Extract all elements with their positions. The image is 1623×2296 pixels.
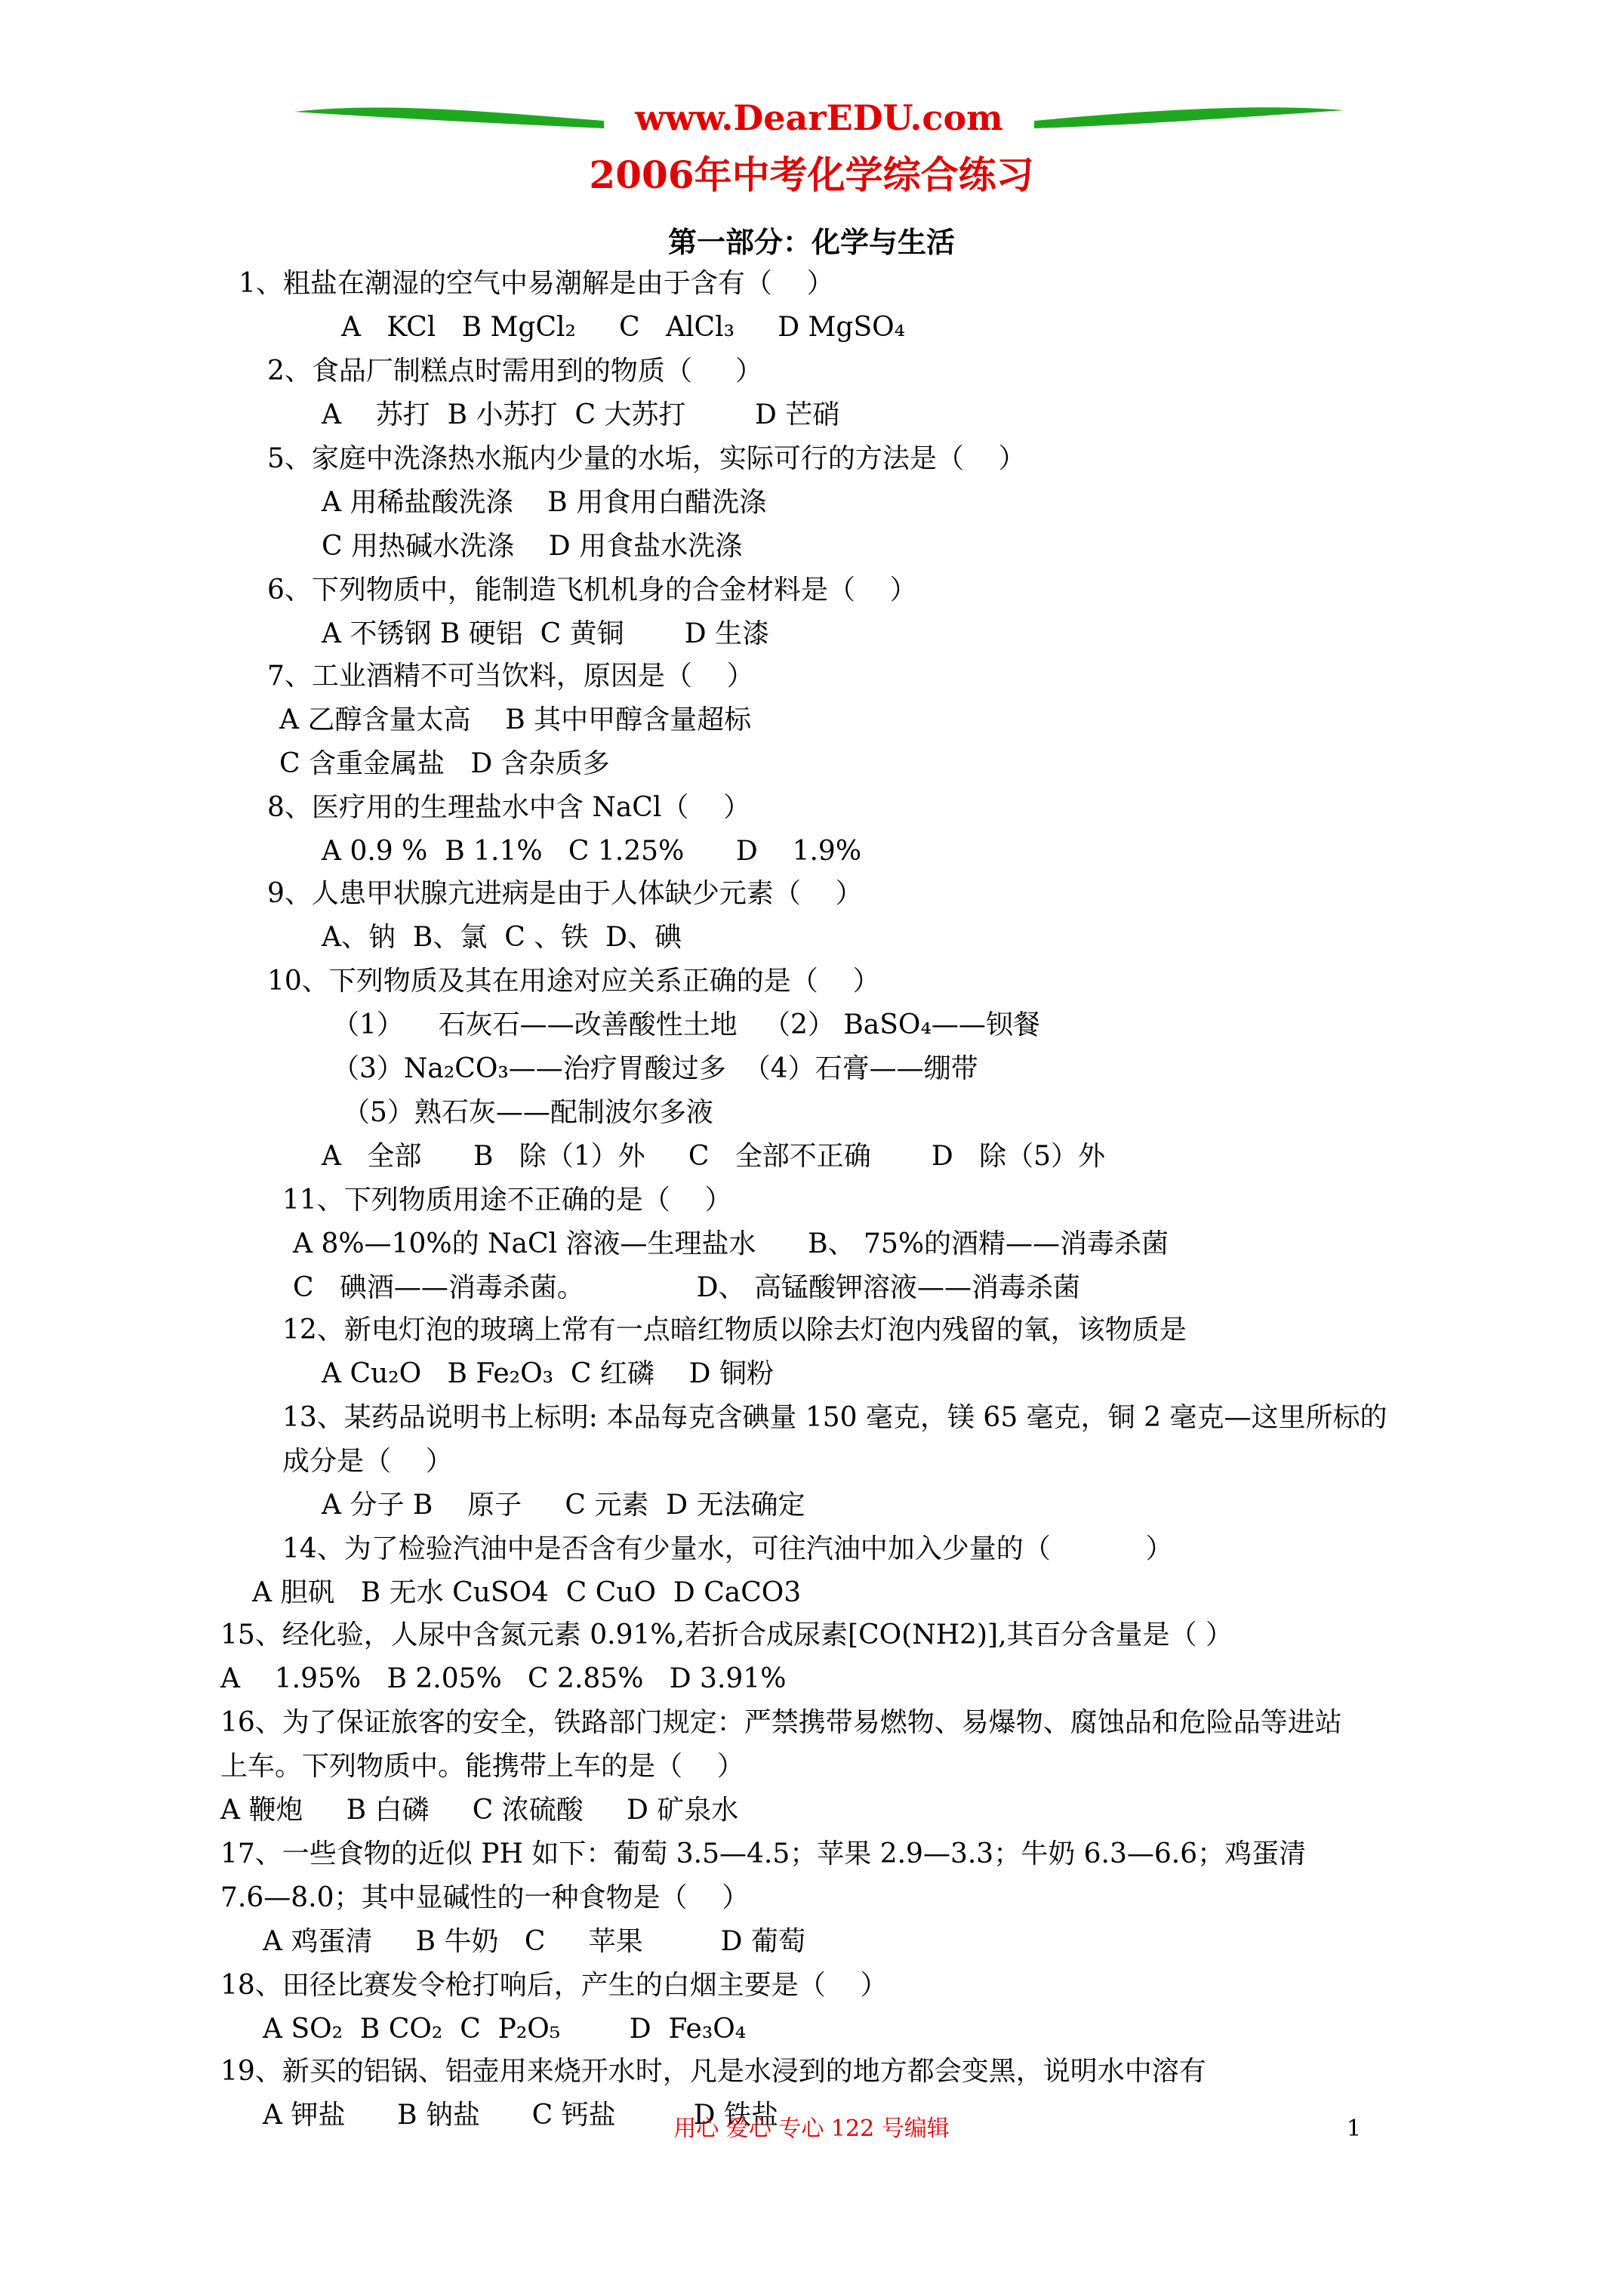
question-19: 19、新买的铝锅、铝壶用来烧开水时，凡是水浸到的地方都会变黑，说明水中溶有: [220, 2056, 1206, 2087]
options-6: A 不锈钢 B 硬铝 C 黄铜 D 生漆: [322, 618, 770, 649]
question-1: 1、粗盐在潮湿的空气中易潮解是由于含有（ ）: [239, 268, 834, 299]
options-17: A 鸡蛋清 B 牛奶 C 苹果 D 葡萄: [263, 1926, 805, 1957]
banner-graphic: [294, 91, 1344, 159]
item-10b: （3）Na₂CO₃——治疗胃酸过多 （4）石膏——绷带: [332, 1053, 978, 1084]
options-15: A 1.95% B 2.05% C 2.85% D 3.91%: [220, 1663, 787, 1694]
options-10: A 全部 B 除（1）外 C 全部不正确 D 除（5）外: [322, 1141, 1105, 1172]
options-18: A SO₂ B CO₂ C P₂O₅ D Fe₃O₄: [263, 2014, 747, 2045]
question-11: 11、下列物质用途不正确的是（ ）: [282, 1185, 732, 1216]
options-7a: A 乙醇含量太高 B 其中甲醇含量超标: [279, 704, 752, 735]
site-banner: [294, 91, 1344, 159]
options-9: A、钠 B、氯 C 、铁 D、碘: [322, 922, 682, 953]
options-5a: A 用稀盐酸洗涤 B 用食用白醋洗涤: [322, 487, 767, 518]
options-16: A 鞭炮 B 白磷 C 浓硫酸 D 矿泉水: [220, 1795, 739, 1826]
question-9: 9、人患甲状腺亢进病是由于人体缺少元素（ ）: [267, 878, 863, 909]
site-name: www.DearEDU.com: [635, 97, 1003, 138]
question-17: 17、一些食物的近似 PH 如下：葡萄 3.5—4.5；苹果 2.9—3.3；牛奶 6.3—6.6；鸡蛋清: [220, 1838, 1307, 1869]
question-16-cont: 上车。下列物质中。能携带上车的是（ ）: [220, 1751, 744, 1782]
question-2: 2、食品厂制糕点时需用到的物质（ ）: [267, 356, 763, 387]
options-2: A 苏打 B 小苏打 C 大苏打 D 芒硝: [322, 399, 840, 430]
options-11a: A 8%—10%的 NaCl 溶液—生理盐水 B、 75%的酒精——消毒杀菌: [293, 1228, 1169, 1259]
question-5: 5、家庭中洗涤热水瓶内少量的水垢，实际可行的方法是（ ）: [267, 443, 1026, 474]
question-16: 16、为了保证旅客的安全，铁路部门规定：严禁携带易燃物、易爆物、腐蚀品和危险品等进站: [220, 1707, 1342, 1738]
question-18: 18、田径比赛发令枪打响后，产生的白烟主要是（ ）: [220, 1970, 888, 2001]
banner-right-swoosh: [1034, 107, 1344, 128]
question-10: 10、下列物质及其在用途对应关系正确的是（ ）: [267, 966, 880, 997]
item-10c: （5）熟石灰——配制波尔多液: [343, 1097, 713, 1128]
question-8: 8、医疗用的生理盐水中含 NaCl（ ）: [267, 792, 751, 823]
question-13: 13、某药品说明书上标明: 本品每克含碘量 150 毫克，镁 65 毫克，铜 2 毫克—这里所标的: [282, 1402, 1387, 1433]
item-10a: （1） 石灰石——改善酸性土地 （2） BaSO₄——钡餐: [332, 1009, 1040, 1040]
options-7b: C 含重金属盐 D 含杂质多: [279, 748, 610, 779]
options-19: A 钾盐 B 钠盐 C 钙盐 D 铁盐: [263, 2100, 778, 2131]
options-12: A Cu₂O B Fe₂O₃ C 红磷 D 铜粉: [322, 1358, 774, 1389]
options-1: A KCl B MgCl₂ C AlCl₃ D MgSO₄: [341, 312, 906, 343]
question-14: 14、为了检验汽油中是否含有少量水，可往汽油中加入少量的（ ）: [282, 1533, 1173, 1564]
section-title: 第一部分：化学与生活: [667, 225, 955, 259]
question-13-cont: 成分是（ ）: [282, 1446, 453, 1477]
page-number: 1: [1347, 2116, 1362, 2142]
options-5b: C 用热碱水洗涤 D 用食盐水洗涤: [322, 531, 743, 562]
question-15: 15、经化验，人尿中含氮元素 0.91%,若折合成尿素[CO(NH2)],其百分含量是（ ）: [220, 1620, 1233, 1650]
question-17-cont: 7.6—8.0；其中显碱性的一种食物是（ ）: [220, 1882, 750, 1913]
page-footer: 用心 爱心 专心 122 号编辑: [673, 2116, 950, 2142]
question-6: 6、下列物质中，能制造飞机机身的合金材料是（ ）: [267, 575, 917, 606]
document-title: 2006年中考化学综合练习: [589, 153, 1034, 197]
banner-left-swoosh: [294, 108, 604, 128]
question-7: 7、工业酒精不可当饮料，原因是（ ）: [267, 661, 754, 692]
options-11b: C 碘酒——消毒杀菌。 D、 高锰酸钾溶液——消毒杀菌: [293, 1272, 1080, 1303]
question-12: 12、新电灯泡的玻璃上常有一点暗红物质以除去灯泡内残留的氧，该物质是: [282, 1314, 1187, 1345]
options-14: A 胆矾 B 无水 CuSO4 C CuO D CaCO3: [252, 1577, 802, 1608]
options-13: A 分子 B 原子 C 元素 D 无法确定: [322, 1490, 805, 1521]
options-8: A 0.9 % B 1.1% C 1.25% D 1.9%: [322, 836, 862, 867]
